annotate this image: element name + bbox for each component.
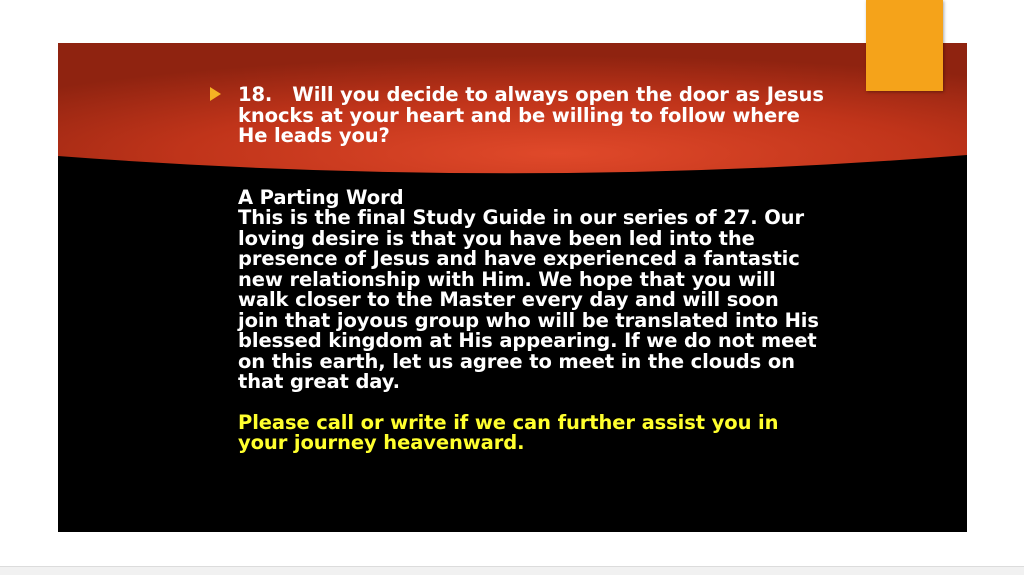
bottom-divider: [0, 566, 1024, 575]
triangle-bullet-icon: [210, 87, 221, 101]
orange-accent-tab: [866, 0, 943, 91]
section-heading: A Parting Word: [238, 185, 404, 209]
closing-invitation: Please call or write if we can further assist you in your journey heavenward.: [238, 410, 779, 454]
body-paragraph: This is the final Study Guide in our series of 27. Our loving desire is that you have been led into the presence of Jesus and have experienced a fantastic new relationship with Him. We hope that you will walk closer to the Master every day and will soon join that joyous group who will be translated into His blessed kingdom at His appearing. If we do not meet on this earth, let us agree to meet in the clouds on that great day.: [238, 206, 819, 393]
slide-content: [238, 85, 828, 454]
question-text: 18. Will you decide to always open the door as Jesus knocks at your heart and be willing to follow where He leads you?: [238, 83, 824, 147]
